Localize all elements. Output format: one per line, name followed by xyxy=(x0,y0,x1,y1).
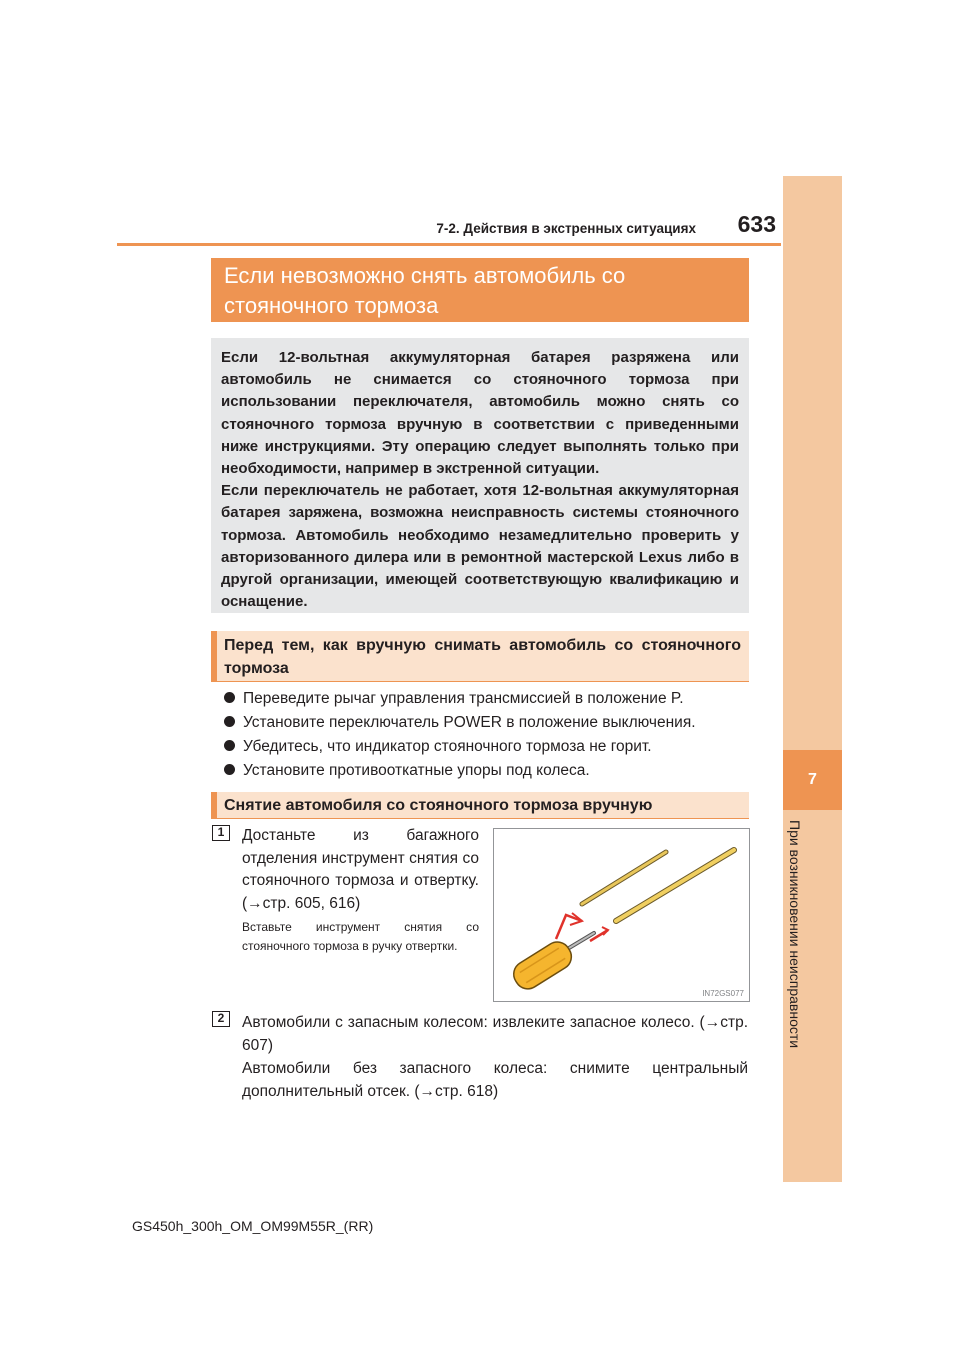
footer-document-code: GS450h_300h_OM_OM99M55R_(RR) xyxy=(132,1218,374,1234)
step-1-text: Достаньте из багажного отделения инструмент снятия со стояночного тормоза и отвертку. (→стр. 605, 616) xyxy=(242,827,479,912)
bullet-icon xyxy=(224,740,235,751)
intro-paragraph-1: Если 12-вольтная аккумуляторная батарея разряжена или автомобиль не снимается со стояночного тормоза при использовании переключателя, автомобиль можно снять со стояночного тормоза вручную в соответствии с приведенными ниже инструкциями. Эту операцию следует выполнять только при необходимости, например в экстренной ситуации. xyxy=(221,349,739,478)
intro-paragraph-2: Если переключатель не работает, хотя 12-вольтная аккумуляторная батарея заряжена, возможна неисправность системы стояночного тормоза. Автомобиль необходимо незамедлительно проверить у авторизованного дилера или в ремонтной мастерской Lexus либо в другой организации, имеющей соответствующую квалификацию и оснащение. xyxy=(221,482,739,611)
step-2-line-1: Автомобили с запасным колесом: извлеките запасное колесо. (→стр. 607) xyxy=(242,1014,748,1054)
step-2-text xyxy=(242,1011,748,1103)
list-item: Установите противооткатные упоры под колеса. xyxy=(224,761,749,781)
section-heading-before-text: Перед тем, как вручную снимать автомобиль со стояночного тормоза xyxy=(224,637,741,677)
chapter-title: При возникновении неисправности xyxy=(787,820,803,1049)
bullet-icon xyxy=(224,716,235,727)
page-number: 633 xyxy=(737,211,776,237)
intro-box xyxy=(211,338,749,613)
step-number-2: 2 xyxy=(212,1011,230,1027)
header-rule xyxy=(117,243,781,246)
screwdriver-and-release-tool-icon xyxy=(494,829,749,1001)
step-1-note: Вставьте инструмент снятия со стояночного тормоза в ручку отвертки. xyxy=(242,920,479,953)
chapter-number: 7 xyxy=(808,771,817,788)
list-item: Переведите рычаг управления трансмиссией в положение P. xyxy=(224,689,749,709)
page-title-line1: Если невозможно снять автомобиль со xyxy=(224,263,626,288)
bullet-icon xyxy=(224,692,235,703)
page-title xyxy=(211,258,749,322)
list-item: Убедитесь, что индикатор стояночного тормоза не горит. xyxy=(224,737,749,757)
page-title-line2: стояночного тормоза xyxy=(224,293,439,318)
section-heading-manual-release: Снятие автомобиля со стояночного тормоза вручную xyxy=(211,792,749,819)
list-item: Установите переключатель POWER в положение выключения. xyxy=(224,713,749,733)
tool-illustration xyxy=(493,828,750,1002)
header-section-title: 7-2. Действия в экстренных ситуациях xyxy=(436,221,696,236)
illustration-code: IN72GS077 xyxy=(702,989,744,998)
section-heading-before xyxy=(211,631,749,682)
chapter-tab[interactable] xyxy=(783,750,842,810)
bullet-icon xyxy=(224,764,235,775)
step-2-line-2: Автомобили без запасного колеса: снимите центральный дополнительный отсек. (→стр. 618) xyxy=(242,1060,748,1100)
step-number-1: 1 xyxy=(212,825,230,841)
